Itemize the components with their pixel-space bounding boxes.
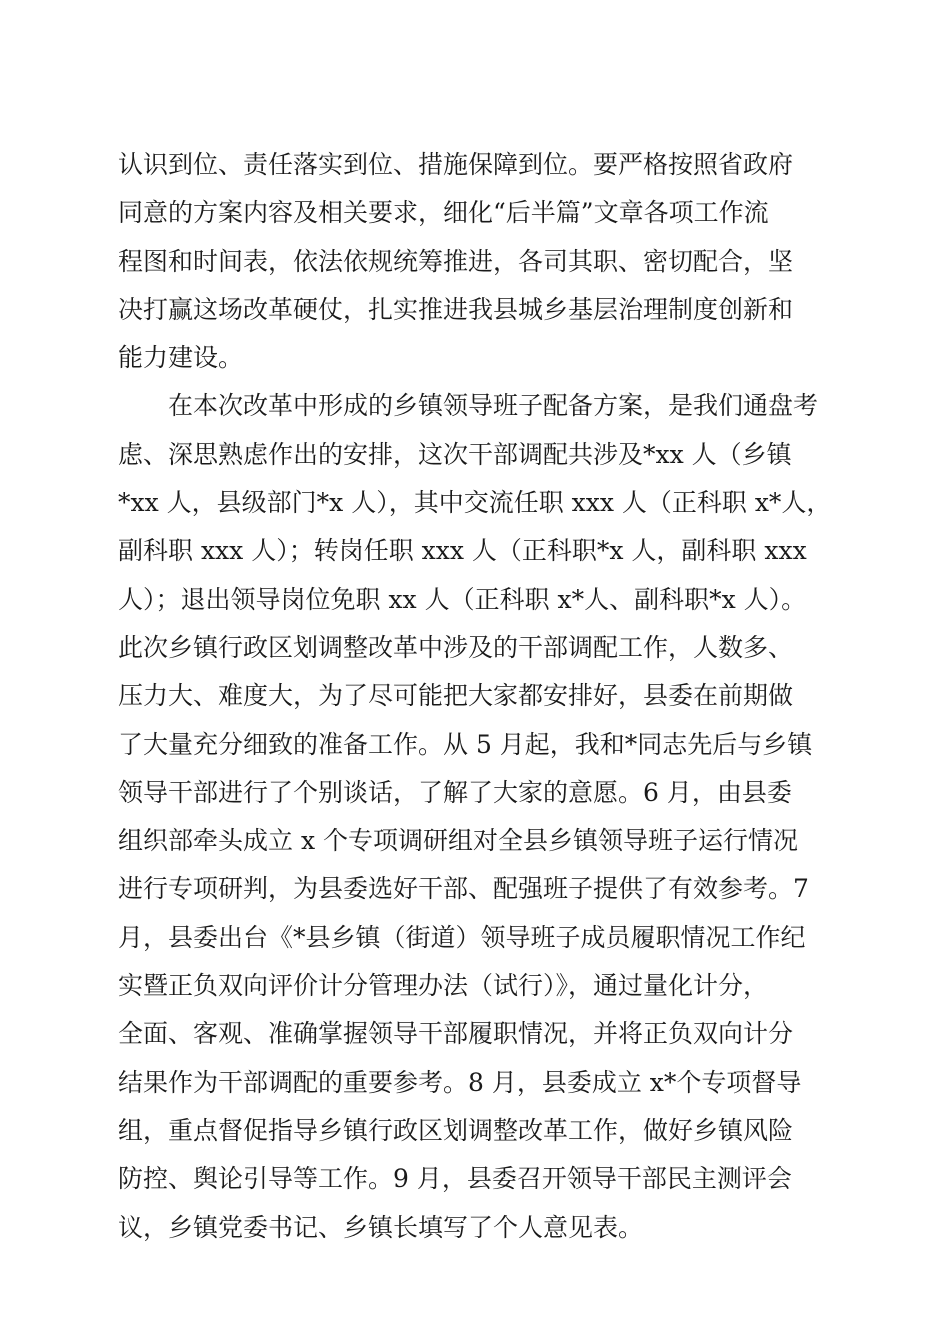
text-line: 在本次改革中形成的乡镇领导班子配备方案，是我们通盘考 [118,391,819,421]
text-line: 此次乡镇行政区划调整改革中涉及的干部调配工作，人数多、 [118,632,794,662]
text-line: 结果作为干部调配的重要参考。8 月，县委成立 x*个专项督导 [118,1067,802,1097]
text-line: 议，乡镇党委书记、乡镇长填写了个人意见表。 [118,1212,644,1242]
document-body [118,141,838,1252]
text-line: 人）；退出领导岗位免职 xx 人（正科职 x*人、副科职*x 人）。 [118,584,807,614]
text-line: 领导干部进行了个别谈话，了解了大家的意愿。6 月，由县委 [118,777,792,807]
text-line: 决打赢这场改革硬仗，扎实推进我县城乡基层治理制度创新和 [118,294,794,324]
text-line: 全面、客观、准确掌握领导干部履职情况，并将正负双向计分 [118,1019,794,1049]
text-line: 组，重点督促指导乡镇行政区划调整改革工作，做好乡镇风险 [118,1115,794,1145]
text-line: 月，县委出台《*县乡镇（街道）领导班子成员履职情况工作纪 [118,922,806,952]
text-line: 实暨正负双向评价计分管理办法（试行）》，通过量化计分， [118,971,769,1001]
text-line: 认识到位、责任落实到位、措施保障到位。要严格按照省政府 [118,150,794,179]
text-line: 防控、舆论引导等工作。9 月，县委召开领导干部民主测评会 [118,1164,792,1194]
text-line: 虑、深思熟虑作出的安排，这次干部调配共涉及*xx 人（乡镇 [118,439,792,469]
text-line: 同意的方案内容及相关要求，细化“后半篇”文章各项工作流 [118,198,769,228]
text-line: 进行专项研判，为县委选好干部、配强班子提供了有效参考。7 [118,874,809,904]
text-line: 副科职 xxx 人）；转岗任职 xxx 人（正科职*x 人，副科职 xxx [118,536,807,566]
text-line: 能力建设。 [118,343,244,373]
text-line: 组织部牵头成立 x 个专项调研组对全县乡镇领导班子运行情况 [118,826,798,856]
text-line: 程图和时间表，依法依规统筹推进，各司其职、密切配合，坚 [118,246,794,276]
text-line: 压力大、难度大，为了尽可能把大家都安排好，县委在前期做 [118,681,794,711]
text-line: 了大量充分细致的准备工作。从 5 月起，我和*同志先后与乡镇 [118,729,813,759]
text-line: *xx 人，县级部门*x 人），其中交流任职 xxx 人（正科职 x*人， [118,488,832,518]
